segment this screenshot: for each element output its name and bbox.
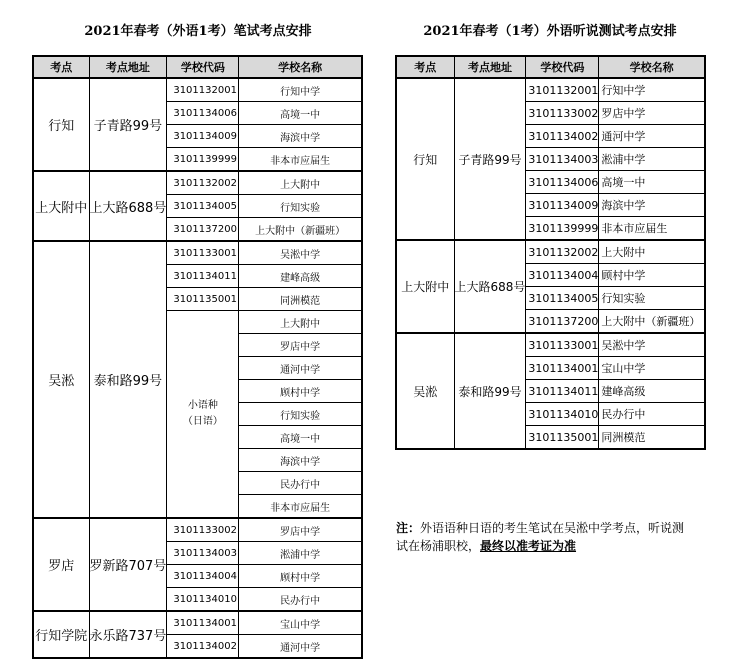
written-exam-table	[32, 55, 363, 659]
school-name: 同洲模范	[239, 288, 362, 311]
school-name: 行知实验	[599, 287, 705, 310]
school-code: 3101134009	[167, 125, 239, 148]
header-school: 学校名称	[239, 56, 362, 78]
school-name: 同洲模范	[599, 426, 705, 450]
school-name: 非本市应届生	[239, 495, 362, 519]
minor-language-sub: （日语）	[182, 416, 223, 427]
school-name: 行知中学	[599, 78, 705, 102]
school-name: 上大附中	[239, 171, 362, 195]
school-code: 3101134004	[526, 264, 599, 287]
site-address: 泰和路99号	[454, 333, 526, 449]
school-name: 宝山中学	[599, 357, 705, 380]
school-name: 民办行中	[239, 588, 362, 612]
school-name: 通河中学	[599, 125, 705, 148]
school-code: 3101134005	[167, 195, 239, 218]
school-code: 3101133001	[167, 241, 239, 265]
school-code: 3101135001	[526, 426, 599, 450]
left-table-title: 2021年春考（外语1考）笔试考点安排	[84, 24, 312, 39]
school-code: 3101134001	[167, 611, 239, 635]
school-code: 3101132002	[167, 171, 239, 195]
header-address: 考点地址	[454, 56, 526, 78]
table-row	[33, 611, 362, 635]
exam-site: 行知	[33, 78, 89, 171]
school-code: 3101134003	[167, 542, 239, 565]
school-name: 罗店中学	[239, 334, 362, 357]
school-name: 上大附中（新疆班）	[599, 310, 705, 334]
school-name: 罗店中学	[599, 102, 705, 125]
site-address: 上大路688号	[89, 171, 167, 241]
site-address: 子青路99号	[454, 78, 526, 240]
school-name: 罗店中学	[239, 518, 362, 542]
school-name: 吴淞中学	[599, 333, 705, 357]
school-name: 行知实验	[239, 195, 362, 218]
school-name: 通河中学	[239, 635, 362, 659]
minor-language-cell	[167, 311, 239, 519]
exam-site: 吴淞	[396, 333, 454, 449]
school-name: 建峰高级	[599, 380, 705, 403]
exam-site: 上大附中	[396, 240, 454, 333]
school-code: 3101134011	[526, 380, 599, 403]
school-name: 高境一中	[599, 171, 705, 194]
note-label: 注：	[396, 521, 421, 535]
school-code: 3101133002	[526, 102, 599, 125]
table-row	[33, 241, 362, 265]
note-text: 外语语种日语的考生笔试在吴淞中学考点，听说测试在杨浦职校，	[396, 521, 685, 553]
school-code: 3101134009	[526, 194, 599, 217]
site-address: 罗新路707号	[89, 518, 167, 611]
school-name: 顾村中学	[239, 380, 362, 403]
school-name: 淞浦中学	[239, 542, 362, 565]
school-code: 3101134004	[167, 565, 239, 588]
school-name: 宝山中学	[239, 611, 362, 635]
table-row	[33, 171, 362, 195]
header-site: 考点	[33, 56, 89, 78]
school-code: 3101134006	[526, 171, 599, 194]
exam-site: 行知	[396, 78, 454, 240]
school-code: 3101134010	[167, 588, 239, 612]
table-row	[33, 518, 362, 542]
school-code: 3101135001	[167, 288, 239, 311]
site-address: 泰和路99号	[89, 241, 167, 518]
school-name: 上大附中（新疆班）	[239, 218, 362, 242]
school-name: 海滨中学	[239, 449, 362, 472]
header-school: 学校名称	[599, 56, 705, 78]
note-emphasis: 最终以准考证为准	[480, 539, 577, 553]
school-name: 非本市应届生	[239, 148, 362, 172]
school-name: 海滨中学	[599, 194, 705, 217]
school-code: 3101137200	[167, 218, 239, 242]
school-code: 3101133001	[526, 333, 599, 357]
school-code: 3101133002	[167, 518, 239, 542]
school-code: 3101134011	[167, 265, 239, 288]
school-code: 3101132001	[526, 78, 599, 102]
school-name: 通河中学	[239, 357, 362, 380]
school-name: 淞浦中学	[599, 148, 705, 171]
school-name: 建峰高级	[239, 265, 362, 288]
minor-language-label: 小语种	[187, 400, 218, 411]
footnote	[396, 519, 696, 555]
school-name: 海滨中学	[239, 125, 362, 148]
site-address: 上大路688号	[454, 240, 526, 333]
table-row	[33, 78, 362, 102]
listening-test-table	[395, 55, 706, 450]
table-row	[396, 240, 705, 264]
school-name: 顾村中学	[239, 565, 362, 588]
school-name: 行知中学	[239, 78, 362, 102]
school-code: 3101134006	[167, 102, 239, 125]
school-code: 3101139999	[526, 217, 599, 241]
header-site: 考点	[396, 56, 454, 78]
site-address: 永乐路737号	[89, 611, 167, 658]
school-code: 3101139999	[167, 148, 239, 172]
school-code: 3101132001	[167, 78, 239, 102]
right-table-title: 2021年春考（1考）外语听说测试考点安排	[423, 24, 677, 39]
exam-site: 行知学院	[33, 611, 89, 658]
school-code: 3101134002	[167, 635, 239, 659]
school-code: 3101134002	[526, 125, 599, 148]
school-code: 3101134003	[526, 148, 599, 171]
header-code: 学校代码	[526, 56, 599, 78]
school-name: 民办行中	[239, 472, 362, 495]
header-address: 考点地址	[89, 56, 167, 78]
school-name: 非本市应届生	[599, 217, 705, 241]
school-name: 行知实验	[239, 403, 362, 426]
school-code: 3101134010	[526, 403, 599, 426]
table-row	[396, 78, 705, 102]
school-name: 顾村中学	[599, 264, 705, 287]
school-code: 3101132002	[526, 240, 599, 264]
exam-site: 罗店	[33, 518, 89, 611]
school-name: 吴淞中学	[239, 241, 362, 265]
school-code: 3101137200	[526, 310, 599, 334]
school-name: 上大附中	[599, 240, 705, 264]
school-code: 3101134001	[526, 357, 599, 380]
school-name: 高境一中	[239, 426, 362, 449]
site-address: 子青路99号	[89, 78, 167, 171]
exam-site: 上大附中	[33, 171, 89, 241]
school-name: 上大附中	[239, 311, 362, 334]
table-row	[396, 333, 705, 357]
school-name: 民办行中	[599, 403, 705, 426]
school-name: 高境一中	[239, 102, 362, 125]
header-code: 学校代码	[167, 56, 239, 78]
school-code: 3101134005	[526, 287, 599, 310]
exam-site: 吴淞	[33, 241, 89, 518]
